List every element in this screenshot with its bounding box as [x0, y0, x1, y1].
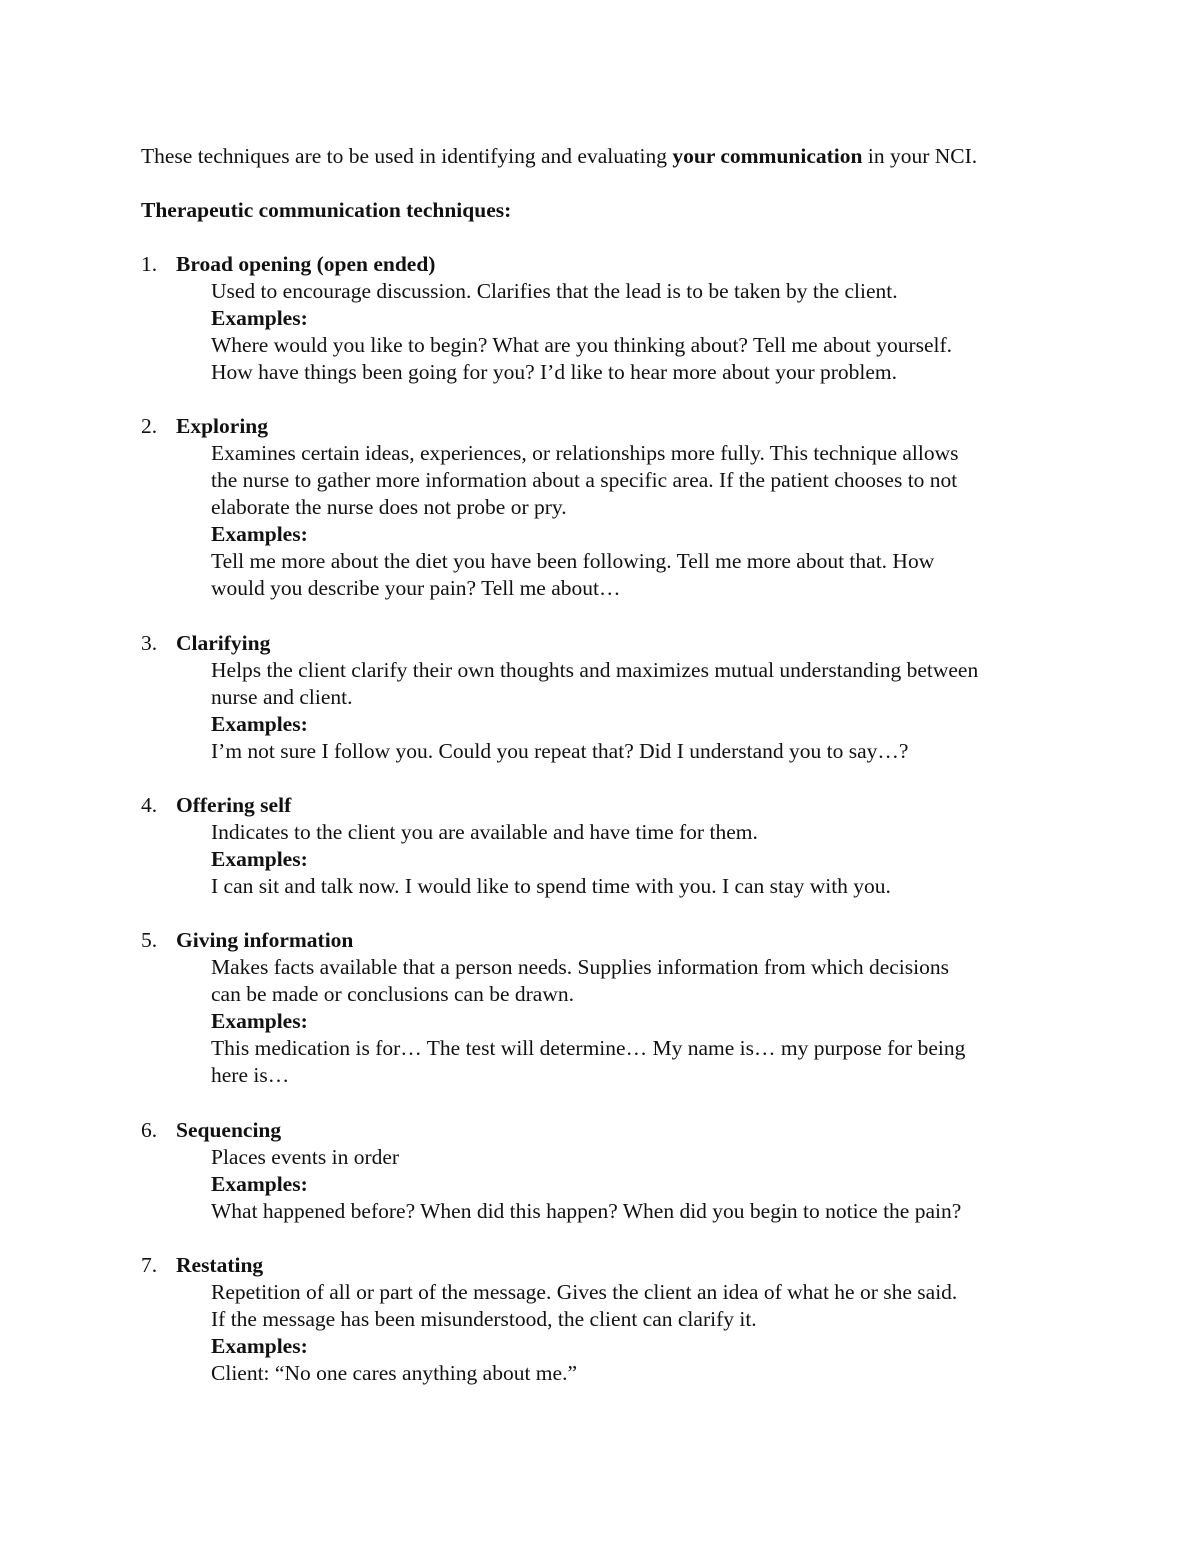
item-example-line: I can sit and talk now. I would like to spend time with you. I can stay with you. [211, 874, 891, 898]
item-heading [141, 927, 1081, 954]
item-description-line: If the message has been misunderstood, the client can clarify it. [211, 1307, 757, 1331]
item-heading [141, 792, 1081, 819]
item-example-line: Tell me more about the diet you have been following. Tell me more about that. How [211, 549, 935, 573]
list-item [141, 792, 1081, 900]
examples-label: Examples: [211, 522, 308, 546]
intro-text-bold: your communication [672, 144, 863, 168]
examples-label: Examples: [211, 847, 308, 871]
item-body [141, 1279, 1081, 1387]
item-description-line: Helps the client clarify their own thoughts and maximizes mutual understanding between [211, 658, 979, 682]
item-number: 7. [141, 1253, 158, 1277]
list-item [141, 927, 1081, 1089]
item-title: Clarifying [176, 631, 271, 655]
item-description-line: Used to encourage discussion. Clarifies that the lead is to be taken by the client. [211, 279, 898, 303]
item-title: Exploring [176, 414, 268, 438]
item-body [141, 440, 1081, 602]
list-item [141, 630, 1081, 765]
examples-label: Examples: [211, 1172, 308, 1196]
item-title: Giving information [176, 928, 354, 952]
item-number: 4. [141, 793, 158, 817]
item-body [141, 819, 1081, 900]
item-number: 6. [141, 1118, 158, 1142]
item-example-line: here is… [211, 1063, 290, 1087]
item-example-line: This medication is for… The test will determine… My name is… my purpose for being [211, 1036, 966, 1060]
item-example-line: Client: “No one cares anything about me.” [211, 1361, 577, 1385]
item-number: 2. [141, 414, 158, 438]
item-example-line: What happened before? When did this happen? When did you begin to notice the pain? [211, 1199, 962, 1223]
section-heading: Therapeutic communication techniques: [141, 198, 512, 222]
item-example-line: Where would you like to begin? What are you thinking about? Tell me about yourself. [211, 333, 953, 357]
list-item [141, 1252, 1081, 1387]
item-description-line: the nurse to gather more information about a specific area. If the patient chooses to not [211, 468, 958, 492]
item-title: Broad opening (open ended) [176, 252, 436, 276]
item-description-line: can be made or conclusions can be drawn. [211, 982, 574, 1006]
item-description-line: Repetition of all or part of the message. Gives the client an idea of what he or she said. [211, 1280, 958, 1304]
item-body [141, 657, 1081, 765]
intro-paragraph [141, 143, 977, 170]
item-body [141, 1144, 1081, 1225]
item-description-line: Makes facts available that a person needs. Supplies information from which decisions [211, 955, 949, 979]
examples-label: Examples: [211, 712, 308, 736]
item-description-line: Examines certain ideas, experiences, or relationships more fully. This technique allows [211, 441, 959, 465]
item-body [141, 278, 1081, 386]
item-number: 3. [141, 631, 158, 655]
item-body [141, 954, 1081, 1089]
item-heading [141, 630, 1081, 657]
item-description-line: nurse and client. [211, 685, 353, 709]
item-title: Sequencing [176, 1118, 282, 1142]
item-title: Restating [176, 1253, 264, 1277]
item-example-line: would you describe your pain? Tell me about… [211, 576, 621, 600]
item-example-line: How have things been going for you? I’d like to hear more about your problem. [211, 360, 898, 384]
list-item [141, 251, 1081, 386]
examples-label: Examples: [211, 1009, 308, 1033]
list-item [141, 413, 1081, 602]
item-title: Offering self [176, 793, 292, 817]
item-heading [141, 251, 1081, 278]
item-heading [141, 1117, 1081, 1144]
item-description-line: Places events in order [211, 1145, 400, 1169]
examples-label: Examples: [211, 1334, 308, 1358]
item-description-line: elaborate the nurse does not probe or pry. [211, 495, 567, 519]
item-example-line: I’m not sure I follow you. Could you repeat that? Did I understand you to say…? [211, 739, 909, 763]
intro-text-before: These techniques are to be used in identifying and evaluating [141, 144, 673, 168]
item-description-line: Indicates to the client you are available and have time for them. [211, 820, 758, 844]
list-item [141, 1117, 1081, 1225]
item-heading [141, 413, 1081, 440]
item-heading [141, 1252, 1081, 1279]
item-number: 1. [141, 252, 158, 276]
intro-text-after: in your NCI. [862, 144, 978, 168]
item-number: 5. [141, 928, 158, 952]
examples-label: Examples: [211, 306, 308, 330]
